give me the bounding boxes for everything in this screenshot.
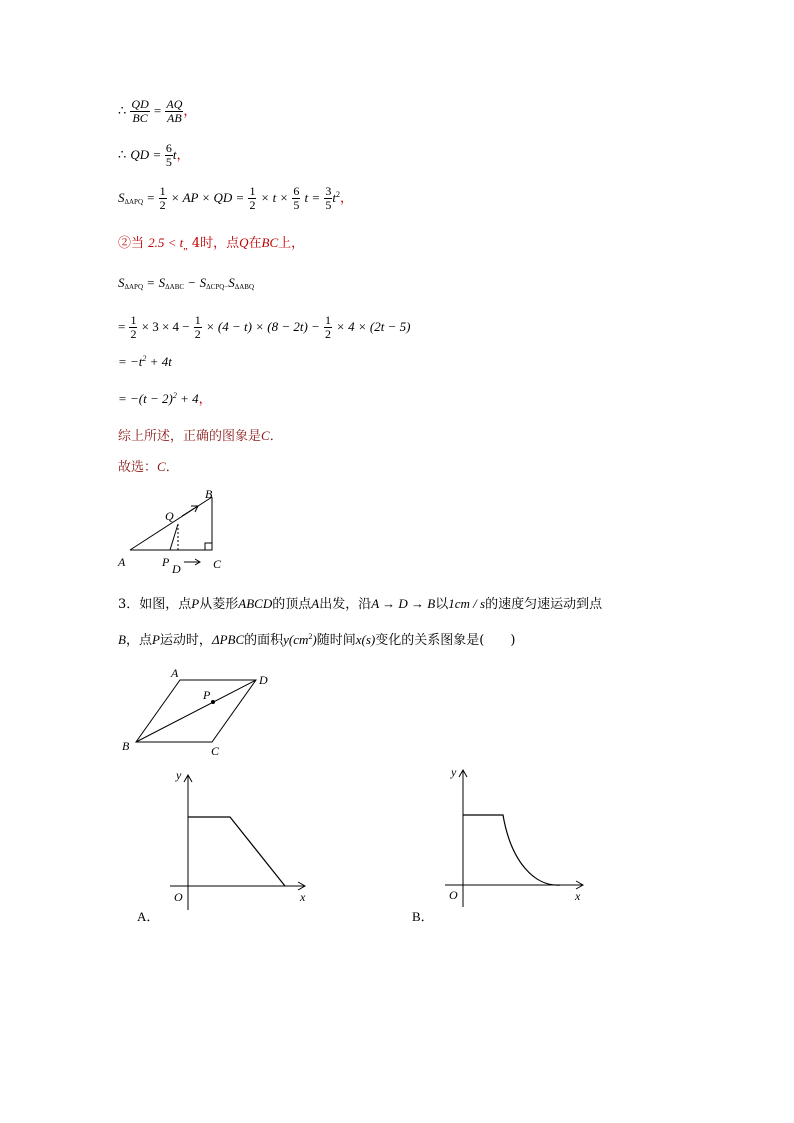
diagonal-bd [136, 680, 256, 742]
origin-label: O [174, 890, 183, 904]
fraction-aq-ab: $\frac{AQ}{AB}$ [166, 97, 183, 125]
origin-label: O [449, 888, 458, 902]
option-a-label: A． [137, 909, 160, 924]
graph-b-curve [463, 815, 560, 885]
point-p [211, 700, 215, 704]
question-line-2: B，点P运动时，ΔPBC的面积$y(cm^2)$随时间x(s)变化的关系图象是( ) [118, 632, 516, 648]
fraction-6-5: $\frac{6}{5}$ [165, 141, 172, 169]
segment-pq [170, 524, 178, 550]
solution-line-8: = $-(t - 2)^2 + 4$， [118, 391, 212, 406]
graph-option-a [160, 765, 320, 910]
label-a: A [171, 666, 179, 680]
question-line-1: 3．如图，点P从菱形ABCD的顶点A出发，沿A → D → B以1cm / s的速度匀速运动到点 [118, 596, 603, 612]
solution-line-9: 综上所述，正确的图象是C． [118, 428, 283, 444]
label-p: P [162, 555, 170, 569]
solution-line-10: 故选：C． [118, 459, 179, 475]
label-b: B [205, 487, 213, 501]
solution-line-5: $S_{\Delta APQ} = S_{\Delta ABC} - S_{\Delta CPQ-}S_{\Delta ABQ}$ [118, 275, 255, 291]
label-d: D [172, 562, 181, 576]
solution-line-6: = $\frac{1}{2}$ × 3 × 4 − $\frac{1}{2}$ × (4 − t) × (8 − 2t) − $\frac{1}{2}$ × 4 × (2t − 5) [118, 313, 411, 341]
segment-ab [130, 497, 212, 550]
y-label: y [451, 765, 457, 779]
triangle-figure [112, 484, 232, 576]
label-p: P [203, 688, 211, 702]
x-label: x [300, 890, 306, 904]
label-c: C [213, 557, 222, 571]
graph-option-b [435, 762, 595, 907]
solution-line-7: = $-t^2 + 4t$ [118, 354, 172, 369]
rhombus-figure [118, 662, 288, 758]
x-label: x [575, 889, 581, 903]
fraction-qd-bc: $\frac{QD}{BC}$ [131, 97, 149, 125]
solution-line-4: ②当 $2.5 < t_„$ 4时，点Q在BC上， [118, 235, 305, 252]
option-b-label: B． [412, 909, 434, 924]
solution-line-2: ∴ QD = $\frac{6}{5}$ t， [118, 141, 190, 169]
solution-line-3: $S_{\Delta APQ}$ = $\frac{1}{2}$ × AP × QD = $\frac{1}{2}$ × t × $\frac{6}{5}$ t = $\frac{3}{5}$ $t^2$， [118, 184, 353, 212]
y-label: y [176, 768, 182, 782]
label-c: C [211, 744, 220, 758]
label-a: A [118, 555, 126, 569]
graph-a-curve [188, 817, 285, 886]
label-q: Q [165, 509, 174, 523]
solution-line-1: ∴ $\frac{QD}{BC}$ = $\frac{AQ}{AB}$ ， [118, 97, 197, 125]
label-b: B [122, 739, 130, 753]
right-angle-mark [205, 543, 212, 550]
label-d: D [259, 673, 268, 687]
